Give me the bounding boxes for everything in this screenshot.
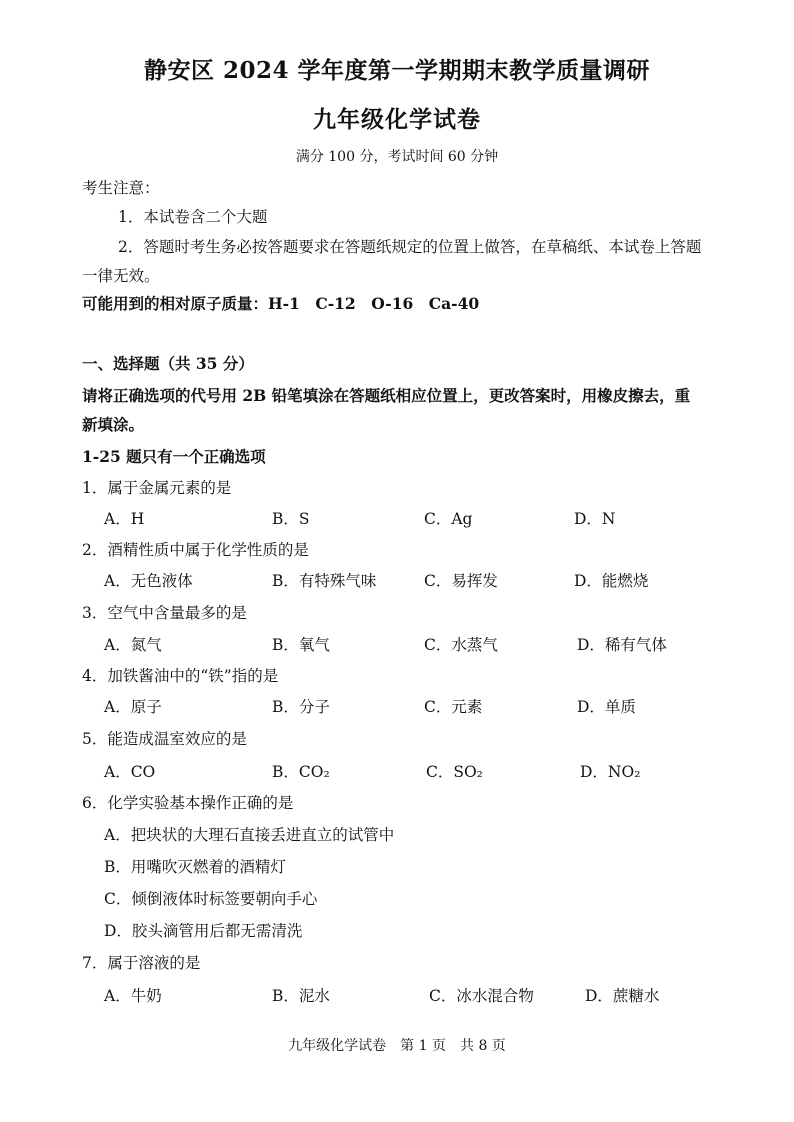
question-2-option-c: C．易挥发: [424, 572, 498, 590]
question-3-stem: 3．空气中含量最多的是: [82, 604, 247, 622]
question-1-option-a: A．H: [104, 510, 145, 528]
question-7-option-a: A．牛奶: [104, 987, 162, 1005]
question-2-option-a: A．无色液体: [104, 572, 193, 590]
question-7-option-c: C．冰水混合物: [429, 987, 534, 1005]
question-1-option-d: D．N: [574, 510, 616, 528]
section-subheading: 1-25 题只有一个正确选项: [82, 447, 266, 466]
question-5-stem: 5．能造成温室效应的是: [82, 730, 247, 748]
question-6-stem: 6．化学实验基本操作正确的是: [82, 794, 294, 812]
question-6-option-c: C．倾倒液体时标签要朝向手心: [104, 890, 318, 908]
question-2-stem: 2．酒精性质中属于化学性质的是: [82, 541, 309, 559]
exam-subtitle: 九年级化学试卷: [313, 106, 481, 133]
question-5-option-d: D．NO₂: [580, 763, 641, 781]
question-3-option-c: C．水蒸气: [424, 636, 498, 654]
question-4-option-b: B．分子: [272, 698, 330, 716]
question-1-stem: 1．属于金属元素的是: [82, 479, 232, 497]
question-5-option-c: C．SO₂: [426, 763, 483, 781]
notice-item-1: 1．本试卷含二个大题: [118, 208, 268, 226]
question-6-option-d: D．胶头滴管用后都无需清洗: [104, 922, 303, 940]
notice-item-2: 2．答题时考生务必按答题要求在答题纸规定的位置上做答，在草稿纸、本试卷上答题: [118, 238, 702, 256]
question-4-stem: 4．加铁酱油中的“铁”指的是: [82, 667, 279, 685]
question-4-option-d: D．单质: [577, 698, 636, 716]
question-1-option-b: B．S: [272, 510, 310, 528]
exam-title: 静安区 2024 学年度第一学期期末教学质量调研: [143, 57, 651, 84]
question-6-option-a: A．把块状的大理石直接丢进直立的试管中: [104, 826, 395, 844]
section-heading: 一、选择题（共 35 分）: [82, 354, 254, 373]
notice-item-2-continued: 一律无效。: [82, 267, 160, 285]
question-3-option-a: A．氮气: [104, 636, 162, 654]
notice-heading: 考生注意：: [82, 179, 160, 197]
question-6-option-b: B．用嘴吹灭燃着的酒精灯: [104, 858, 286, 876]
question-5-option-a: A．CO: [104, 763, 156, 781]
question-7-stem: 7．属于溶液的是: [82, 954, 201, 972]
question-3-option-d: D．稀有气体: [577, 636, 667, 654]
score-time-note: 满分 100 分，考试时间 60 分钟: [295, 149, 499, 165]
question-2-option-b: B．有特殊气味: [272, 572, 377, 590]
question-1-option-c: C．Ag: [424, 510, 473, 528]
section-instruction-continued: 新填涂。: [82, 415, 145, 434]
atomic-mass-note: 可能用到的相对原子质量：H-1 C-12 O-16 Ca-40: [82, 294, 480, 313]
question-4-option-a: A．原子: [104, 698, 162, 716]
question-3-option-b: B．氧气: [272, 636, 330, 654]
page-footer: 九年级化学试卷 第 1 页 共 8 页: [288, 1038, 506, 1054]
question-2-option-d: D．能燃烧: [574, 572, 649, 590]
question-7-option-d: D．蔗糖水: [585, 987, 660, 1005]
question-7-option-b: B．泥水: [272, 987, 330, 1005]
section-instruction: 请将正确选项的代号用 2B 铅笔填涂在答题纸相应位置上，更改答案时，用橡皮擦去，重: [82, 386, 691, 405]
question-4-option-c: C．元素: [424, 698, 483, 716]
question-5-option-b: B．CO₂: [272, 763, 330, 781]
